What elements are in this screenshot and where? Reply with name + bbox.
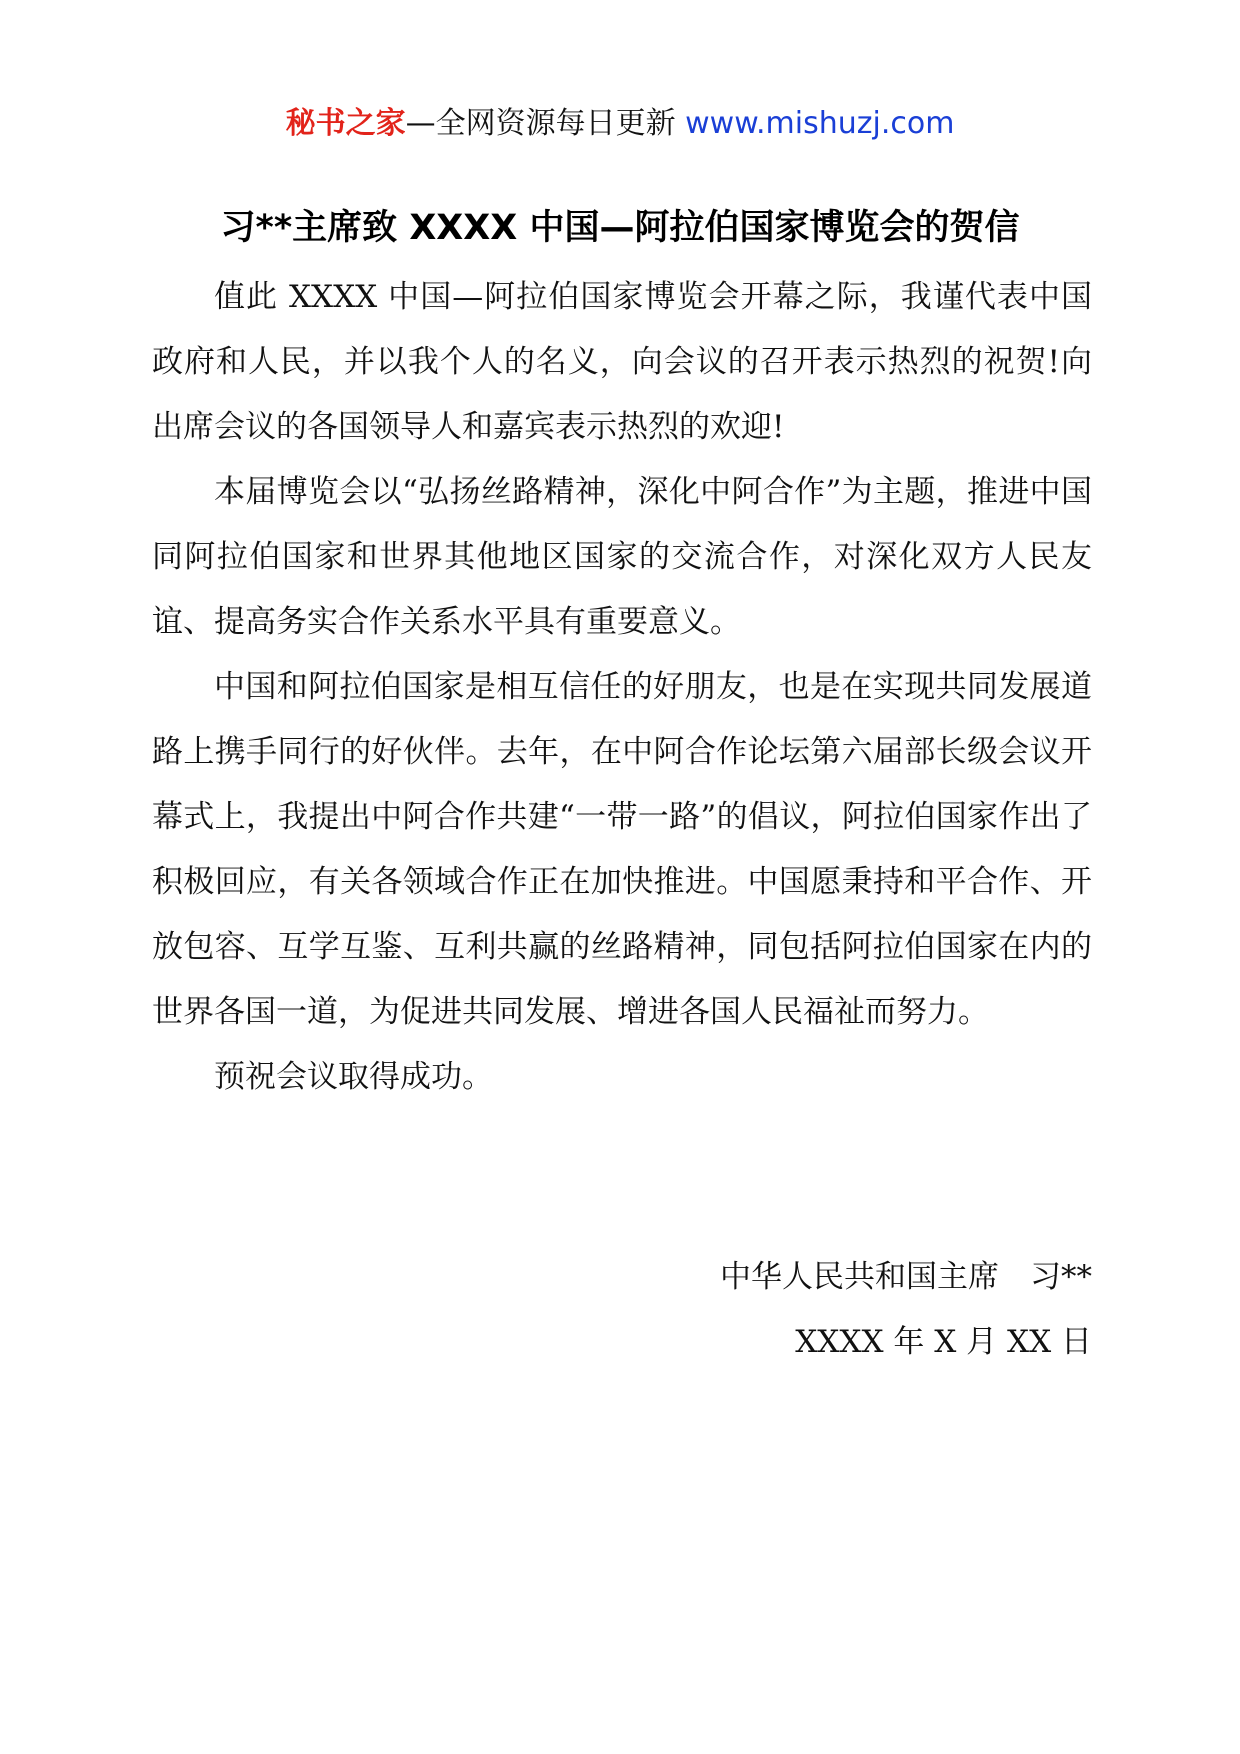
paragraph-2: 本届博览会以“弘扬丝路精神，深化中阿合作”为主题，推进中国同阿拉伯国家和世界其他地区国家的交流合作，对深化双方人民友谊、提高务实合作关系水平具有重要意义。 — [152, 474, 1092, 640]
brand-name: 秘书之家 — [285, 106, 406, 141]
paragraph-3: 中国和阿拉伯国家是相互信任的好朋友，也是在实现共同发展道路上携手同行的好伙伴。去年，在中阿合作论坛第六届部长级会议开幕式上，我提出中阿合作共建“一带一路”的倡议，阿拉伯国家作出了积极回应，有关各领域合作正在加快推进。中国愿秉持和平合作、开放包容、互学互鉴、互利共赢的丝路精神，同包括阿拉伯国家在内的世界各国一道，为促进共同发展、增进各国人民福祉而努力。 — [152, 669, 1092, 1030]
site-header — [0, 100, 1240, 148]
date-line: XXXX 年 X 月 XX 日 — [795, 1324, 1092, 1360]
signature-block — [152, 1245, 1092, 1375]
page-title: 习**主席致 XXXX 中国—阿拉伯国家博览会的贺信 — [220, 208, 1020, 248]
signer-line: 中华人民共和国主席 习** — [720, 1259, 1092, 1295]
letter-body — [152, 265, 1092, 1110]
paragraph-1: 值此 XXXX 中国—阿拉伯国家博览会开幕之际，我谨代表中国政府和人民，并以我个人的名义，向会议的召开表示热烈的祝贺!向出席会议的各国领导人和嘉宾表示热烈的欢迎! — [152, 279, 1092, 445]
header-tagline: —全网资源每日更新 — [405, 106, 686, 141]
paragraph-4: 预祝会议取得成功。 — [214, 1059, 493, 1095]
site-url: www.mishuzj.com — [685, 106, 955, 141]
